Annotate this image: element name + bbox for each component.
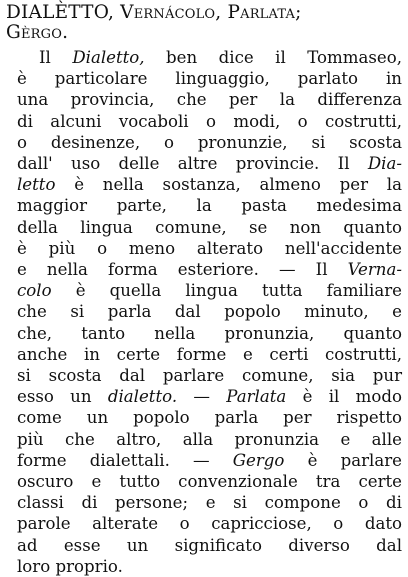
text-line	[17, 429, 402, 450]
text-segment: di alcuni vocaboli o modi, o costrutti,	[17, 111, 402, 131]
text-segment: è quella lingua tutta familiare	[51, 281, 402, 301]
text-line	[17, 344, 402, 365]
text-segment: loro proprio.	[17, 556, 123, 576]
text-segment: è nella sostanza, almeno per la	[55, 175, 402, 195]
text-line	[17, 89, 402, 110]
italic-term: Gergo	[232, 450, 285, 470]
text-line	[17, 407, 402, 428]
text-line	[17, 301, 402, 322]
italic-term: colo	[17, 281, 52, 301]
synonym-vernacolo: Vernácolo	[120, 2, 216, 23]
text-segment: è particolare linguaggio, parlato in	[17, 69, 402, 89]
text-segment: parole alterate o capricciose, o dato	[17, 514, 402, 534]
italic-term: Parlata	[226, 387, 287, 407]
text-line	[17, 68, 402, 89]
text-line	[17, 450, 402, 471]
text-line	[17, 556, 402, 577]
text-line	[17, 280, 402, 301]
heading-end: .	[62, 22, 69, 43]
synonym-gergo: Gèrgo	[6, 22, 63, 43]
dictionary-entry	[6, 3, 402, 577]
heading-separator: ,	[215, 2, 228, 23]
text-segment: dall' uso delle altre provincie. Il	[17, 154, 368, 174]
heading-separator: ,	[108, 2, 121, 23]
synonym-parlata: Parlata	[227, 2, 296, 23]
text-line	[17, 195, 402, 216]
headword: DIALÈTTO	[6, 2, 108, 23]
heading-separator: ;	[295, 2, 302, 23]
text-segment: ben dice il Tommaseo,	[144, 48, 402, 67]
text-segment: è il modo	[286, 387, 402, 407]
text-segment: esso un	[17, 387, 108, 407]
text-segment: della lingua comune, se non quanto	[17, 217, 402, 237]
text-line	[17, 132, 402, 153]
text-segment: e nella forma esteriore. — Il	[17, 260, 348, 280]
text-segment: una provincia, che per la differenza	[17, 90, 402, 110]
text-segment: che si parla dal popolo minuto, e	[17, 302, 402, 322]
text-segment: Il	[39, 48, 73, 67]
text-line	[17, 217, 402, 238]
text-segment: forme dialettali. —	[17, 450, 233, 470]
text-segment: si scosta dal parlare comune, sia pur	[17, 366, 402, 386]
text-segment: —	[177, 387, 227, 407]
text-segment: classi di persone; e si compone o di	[17, 493, 402, 513]
text-segment: più che altro, alla pronunzia e alle	[17, 429, 402, 449]
text-line	[17, 238, 402, 259]
text-line	[17, 365, 402, 386]
text-line	[17, 111, 402, 132]
text-line	[17, 259, 402, 280]
italic-term: Dia-	[367, 154, 402, 174]
italic-term: letto	[17, 175, 56, 195]
italic-term: dialetto.	[107, 387, 178, 407]
text-segment: o desinenze, o pronunzie, si scosta	[17, 132, 402, 152]
entry-heading	[6, 3, 402, 43]
text-segment: ad esse un significato diverso dal	[17, 535, 402, 555]
text-line	[17, 513, 402, 534]
text-segment: maggior parte, la pasta medesima	[17, 196, 402, 216]
text-segment: è più o meno alterato nell'accidente	[17, 238, 402, 258]
text-line	[17, 492, 402, 513]
text-line	[17, 535, 402, 556]
text-line	[17, 174, 402, 195]
text-segment: come un popolo parla per rispetto	[17, 408, 402, 428]
text-segment: oscuro e tutto convenzionale tra certe	[17, 472, 402, 492]
text-line	[17, 47, 402, 68]
italic-term: Verna-	[347, 260, 402, 280]
text-line	[17, 386, 402, 407]
entry-body	[17, 47, 402, 577]
text-line	[17, 153, 402, 174]
italic-term: Dialetto,	[72, 48, 145, 67]
text-segment: anche in certe forme e certi costrutti,	[17, 344, 402, 364]
text-segment: che, tanto nella pronunzia, quanto	[17, 323, 402, 343]
text-line	[17, 471, 402, 492]
text-segment: è parlare	[284, 450, 402, 470]
text-line	[17, 323, 402, 344]
